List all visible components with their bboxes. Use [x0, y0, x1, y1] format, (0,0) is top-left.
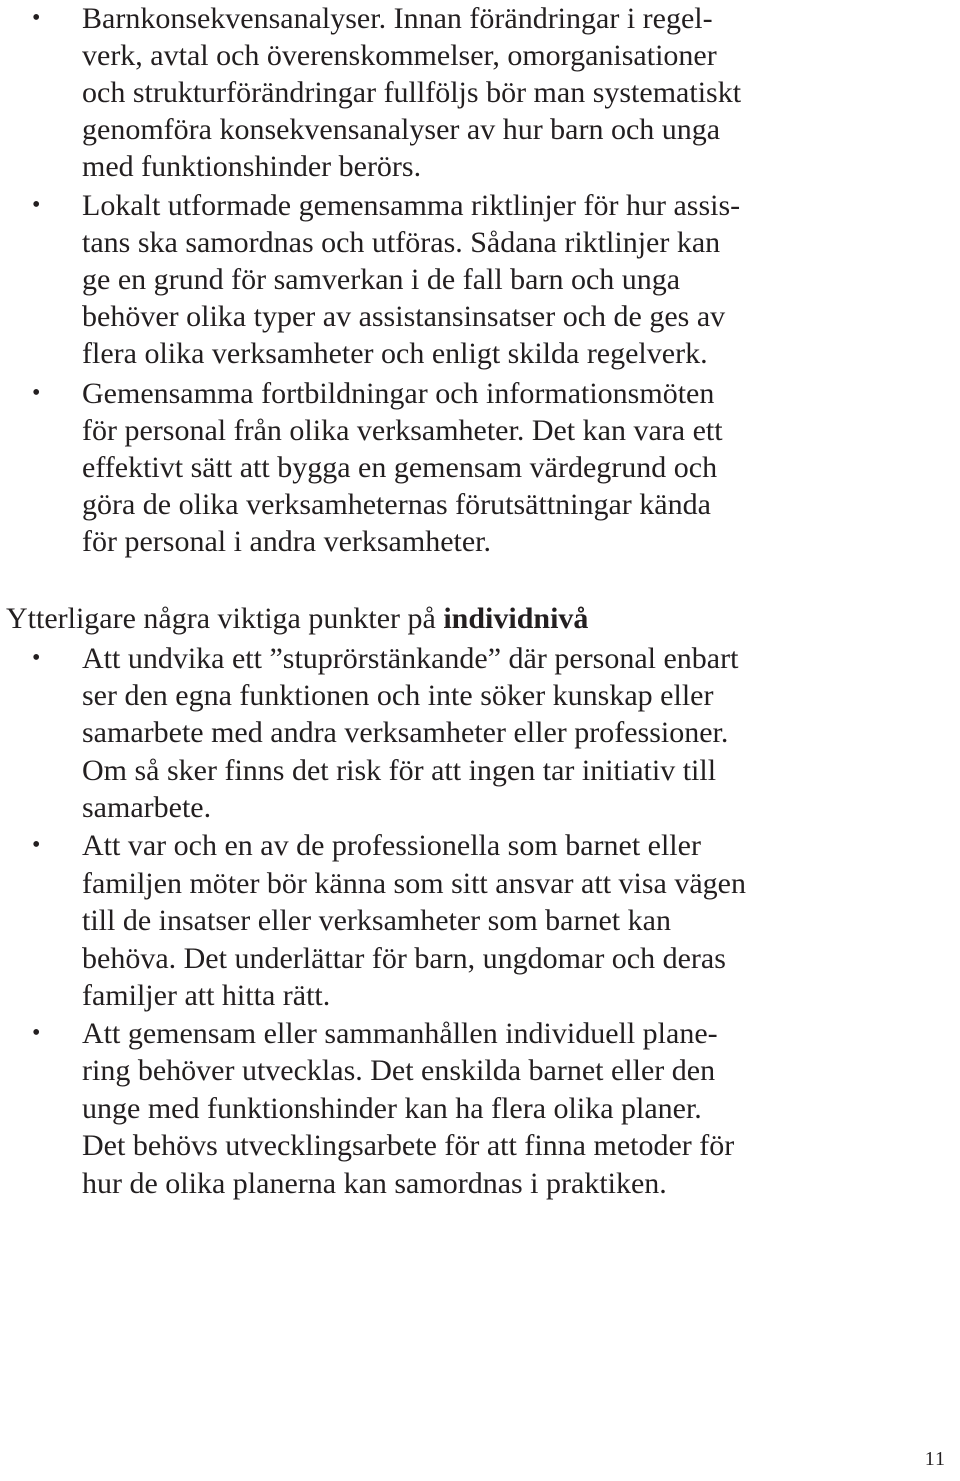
list-item-line: effektivt sätt att bygga en gemensam värdegrund och	[82, 451, 718, 484]
bullet-marker: •	[32, 645, 41, 671]
section-heading	[6, 600, 588, 638]
list-item-line: tans ska samordnas och utföras. Sådana riktlinjer kan	[82, 226, 721, 259]
list-item-line: med funktionshinder berörs.	[82, 150, 422, 183]
section-heading-emphasis: individnivå	[443, 602, 589, 635]
list-item-line: för personal från olika verksamheter. Det kan vara ett	[82, 414, 723, 447]
list-item-line: Barnkonsekvensanalyser. Innan förändringar i regel-	[82, 2, 713, 35]
list-item-line: unge med funktionshinder kan ha flera olika planer.	[82, 1092, 702, 1125]
bullet-marker: •	[32, 192, 41, 218]
list-item-line: behöver olika typer av assistansinsatser och de ges av	[82, 300, 726, 333]
list-item-line: hur de olika planerna kan samordnas i praktiken.	[82, 1167, 667, 1200]
list-item-line: ring behöver utvecklas. Det enskilda barnet eller den	[82, 1054, 716, 1087]
list-item-line: för personal i andra verksamheter.	[82, 525, 491, 558]
list-item-line: Lokalt utformade gemensamma riktlinjer för hur assis-	[82, 189, 741, 222]
bullet-marker: •	[32, 832, 41, 858]
list-item-line: ge en grund för samverkan i de fall barn och unga	[82, 263, 681, 296]
list-item-line: familjen möter bör känna som sitt ansvar att visa vägen	[82, 867, 746, 900]
bullet-marker: •	[32, 1020, 41, 1046]
section-heading-text: Ytterligare några viktiga punkter på	[6, 602, 444, 635]
list-item-line: till de insatser eller verksamheter som barnet kan	[82, 904, 671, 937]
list-item-line: och strukturförändringar fullföljs bör man systematiskt	[82, 76, 742, 109]
list-item-line: göra de olika verksamheternas förutsättningar kända	[82, 488, 711, 521]
list-item-line: Det behövs utvecklingsarbete för att finna metoder för	[82, 1129, 735, 1162]
list-item-line: Gemensamma fortbildningar och informationsmöten	[82, 377, 715, 410]
list-item-line: Om så sker finns det risk för att ingen tar initiativ till	[82, 754, 717, 787]
page-number: 11	[924, 1448, 946, 1470]
list-item-line: ser den egna funktionen och inte söker kunskap eller	[82, 679, 714, 712]
list-item-line: samarbete.	[82, 791, 212, 824]
list-item-line: Att undvika ett ”stuprörstänkande” där personal enbart	[82, 642, 739, 675]
list-item-line: behöva. Det underlättar för barn, ungdomar och deras	[82, 942, 726, 975]
bullet-marker: •	[32, 5, 41, 31]
list-item-line: familjer att hitta rätt.	[82, 979, 331, 1012]
list-item-line: Att gemensam eller sammanhållen individuell plane-	[82, 1017, 718, 1050]
list-item-line: Att var och en av de professionella som barnet eller	[82, 829, 701, 862]
list-item-line: genomföra konsekvensanalyser av hur barn och unga	[82, 113, 721, 146]
list-item-line: samarbete med andra verksamheter eller professioner.	[82, 716, 729, 749]
bullet-marker: •	[32, 380, 41, 406]
list-item-line: flera olika verksamheter och enligt skilda regelverk.	[82, 337, 708, 370]
list-item-line: verk, avtal och överenskommelser, omorganisationer	[82, 39, 717, 72]
